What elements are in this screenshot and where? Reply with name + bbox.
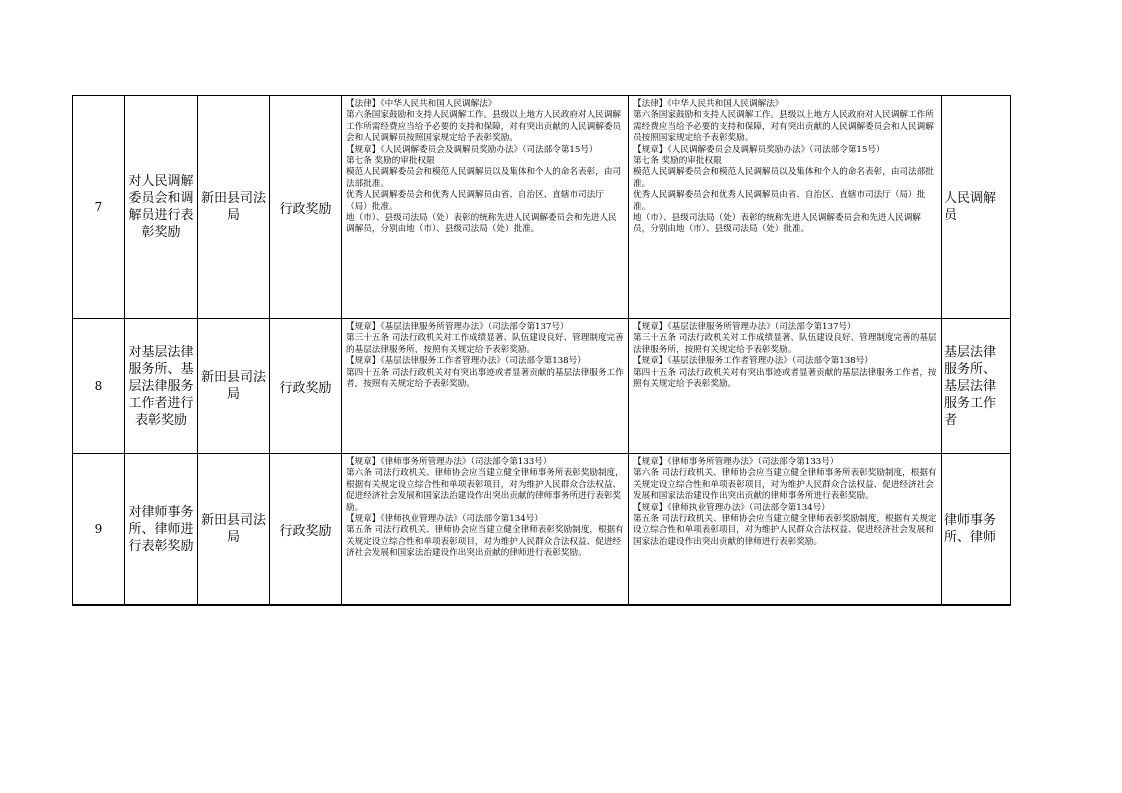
implementing-department: 新田县司法局 xyxy=(198,319,270,454)
basis-line: 第三十五条 司法行政机关对工作成绩显著、队伍建设良好、管理制度完善的基层法律服务所，按照有关规定给予表彰奖励。 xyxy=(633,333,937,355)
basis-line: 模范人民调解委员会和模范人民调解员以及集体和个人的命名表彰，由司法部批准。 xyxy=(633,167,934,189)
basis-line: 【规章】《人民调解委员会及调解员奖励办法》（司法部令第15号） xyxy=(346,144,598,155)
target-object: 人民调解员 xyxy=(942,96,1011,319)
basis-line: 第三十五条 司法行政机关对工作成绩显著、队伍建设良好、管理制度完善的基层法律服务所，按照有关规定给予表彰奖励。 xyxy=(346,333,624,355)
item-name: 对基层法律服务所、基层法律服务工作者进行表彰奖励 xyxy=(125,319,198,454)
basis-line: 优秀人民调解委员会和优秀人民调解员由省、自治区、直辖市司法厅（局）批准。 xyxy=(633,190,926,212)
basis-line: 第四十五条 司法行政机关对有突出事迹或者显著贡献的基层法律服务工作者，按照有关规定给予表彰奖励。 xyxy=(633,367,937,390)
basis-line: 【规章】《基层法律服务工作者管理办法》（司法部令第138号） xyxy=(633,356,873,367)
basis-line: 【规章】《基层法律服务所管理办法》（司法部令第137号） xyxy=(633,322,856,332)
basis-line: 【规章】《律师事务所管理办法》（司法部令第133号） xyxy=(633,457,839,467)
row-number: 9 xyxy=(73,454,125,606)
basis-line: 【法律】《中华人民共和国人民调解法》 xyxy=(346,99,497,109)
basis-line: 【法律】《中华人民共和国人民调解法》 xyxy=(633,99,784,109)
basis-line: 模范人民调解委员会和模范人民调解员以及集体和个人的命名表彰，由司法部批准。 xyxy=(346,167,622,189)
basis-line: 第六条国家鼓励和支持人民调解工作。县级以上地方人民政府对人民调解工作所需经费应当给予必要的支持和保障，对有突出贡献的人民调解委员会和人民调解员按照国家规定给予表彰奖励。 xyxy=(633,110,934,144)
table-row xyxy=(73,454,1011,606)
basis-line: 地（市）、县级司法局（处）表彰的统称先进人民调解委员会和先进人民调解员，分别由地（市）、县级司法局（处）批准。 xyxy=(346,213,617,235)
authority-list-table xyxy=(72,95,1011,606)
power-type: 行政奖励 xyxy=(270,454,342,606)
basis-line: 第六条 司法行政机关、律师协会应当建立健全律师事务所表彰奖励制度，根据有关规定设立综合性和单项表彰项目，对为维护人民群众合法权益、促进经济社会发展和国家法治建设作出突出贡献的律师事务所进行表彰奖励。 xyxy=(633,468,937,502)
basis-line: 【规章】《律师事务所管理办法》（司法部令第133号） xyxy=(346,457,552,467)
implementing-department: 新田县司法局 xyxy=(198,454,270,606)
basis-line: 第六条国家鼓励和支持人民调解工作。县级以上地方人民政府对人民调解工作所需经费应当给予必要的支持和保障，对有突出贡献的人民调解委员会和人民调解员按照国家规定给予表彰奖励。 xyxy=(346,110,622,144)
basis-line: 优秀人民调解委员会和优秀人民调解员由省、自治区、直辖市司法厅（局）批准。 xyxy=(346,190,604,212)
basis-line: 第五条 司法行政机关、律师协会应当建立健全律师表彰奖励制度，根据有关规定设立综合性和单项表彰项目，对为维护人民群众合法权益、促进经济社会发展和国家法治建设作出突出贡献的律师进行表彰奖励。 xyxy=(346,525,624,559)
basis-line: 第五条 司法行政机关、律师协会应当建立健全律师表彰奖励制度，根据有关规定设立综合性和单项表彰项目，对为维护人民群众合法权益、促进经济社会发展和国家法治建设作出突出贡献的律师进行表彰奖励。 xyxy=(633,514,937,547)
implementing-department: 新田县司法局 xyxy=(198,96,270,319)
legal-basis-right xyxy=(629,319,942,454)
basis-line: 【规章】《基层法律服务工作者管理办法》（司法部令第138号） xyxy=(346,356,586,367)
item-name: 对人民调解委员会和调解员进行表彰奖励 xyxy=(125,96,198,319)
legal-basis-right xyxy=(629,454,942,606)
basis-line: 第四十五条 司法行政机关对有突出事迹或者显著贡献的基层法律服务工作者，按照有关规定给予表彰奖励。 xyxy=(346,367,624,390)
power-type: 行政奖励 xyxy=(270,96,342,319)
basis-line: 第七条 奖励的审批权限 xyxy=(346,156,435,167)
legal-basis-right xyxy=(629,96,942,319)
basis-line: 第七条 奖励的审批权限 xyxy=(633,156,722,167)
basis-line: 第六条 司法行政机关、律师协会应当建立健全律师事务所表彰奖励制度，根据有关规定设立综合性和单项表彰项目，对为维护人民群众合法权益、促进经济社会发展和国家法治建设作出突出贡献的律师事务所进行表彰奖励。 xyxy=(346,468,624,513)
item-name: 对律师事务所、律师进行表彰奖励 xyxy=(125,454,198,606)
legal-basis-left xyxy=(342,96,629,319)
table-row xyxy=(73,319,1011,454)
target-object: 基层法律服务所、基层法律服务工作者 xyxy=(942,319,1011,454)
table-row xyxy=(73,96,1011,319)
legal-basis-left xyxy=(342,454,629,606)
legal-basis-left xyxy=(342,319,629,454)
row-number: 8 xyxy=(73,319,125,454)
basis-line: 地（市）、县级司法局（处）表彰的统称先进人民调解委员会和先进人民调解员，分别由地（市）、县级司法局（处）批准。 xyxy=(633,213,921,235)
basis-line: 【规章】《人民调解委员会及调解员奖励办法》（司法部令第15号） xyxy=(633,144,885,155)
basis-line: 【规章】《律师执业管理办法》（司法部令第134号） xyxy=(346,514,543,525)
power-type: 行政奖励 xyxy=(270,319,342,454)
basis-line: 【规章】《律师执业管理办法》（司法部令第134号） xyxy=(633,502,830,513)
row-number: 7 xyxy=(73,96,125,319)
target-object: 律师事务所、律师 xyxy=(942,454,1011,606)
basis-line: 【规章】《基层法律服务所管理办法》（司法部令第137号） xyxy=(346,322,569,332)
